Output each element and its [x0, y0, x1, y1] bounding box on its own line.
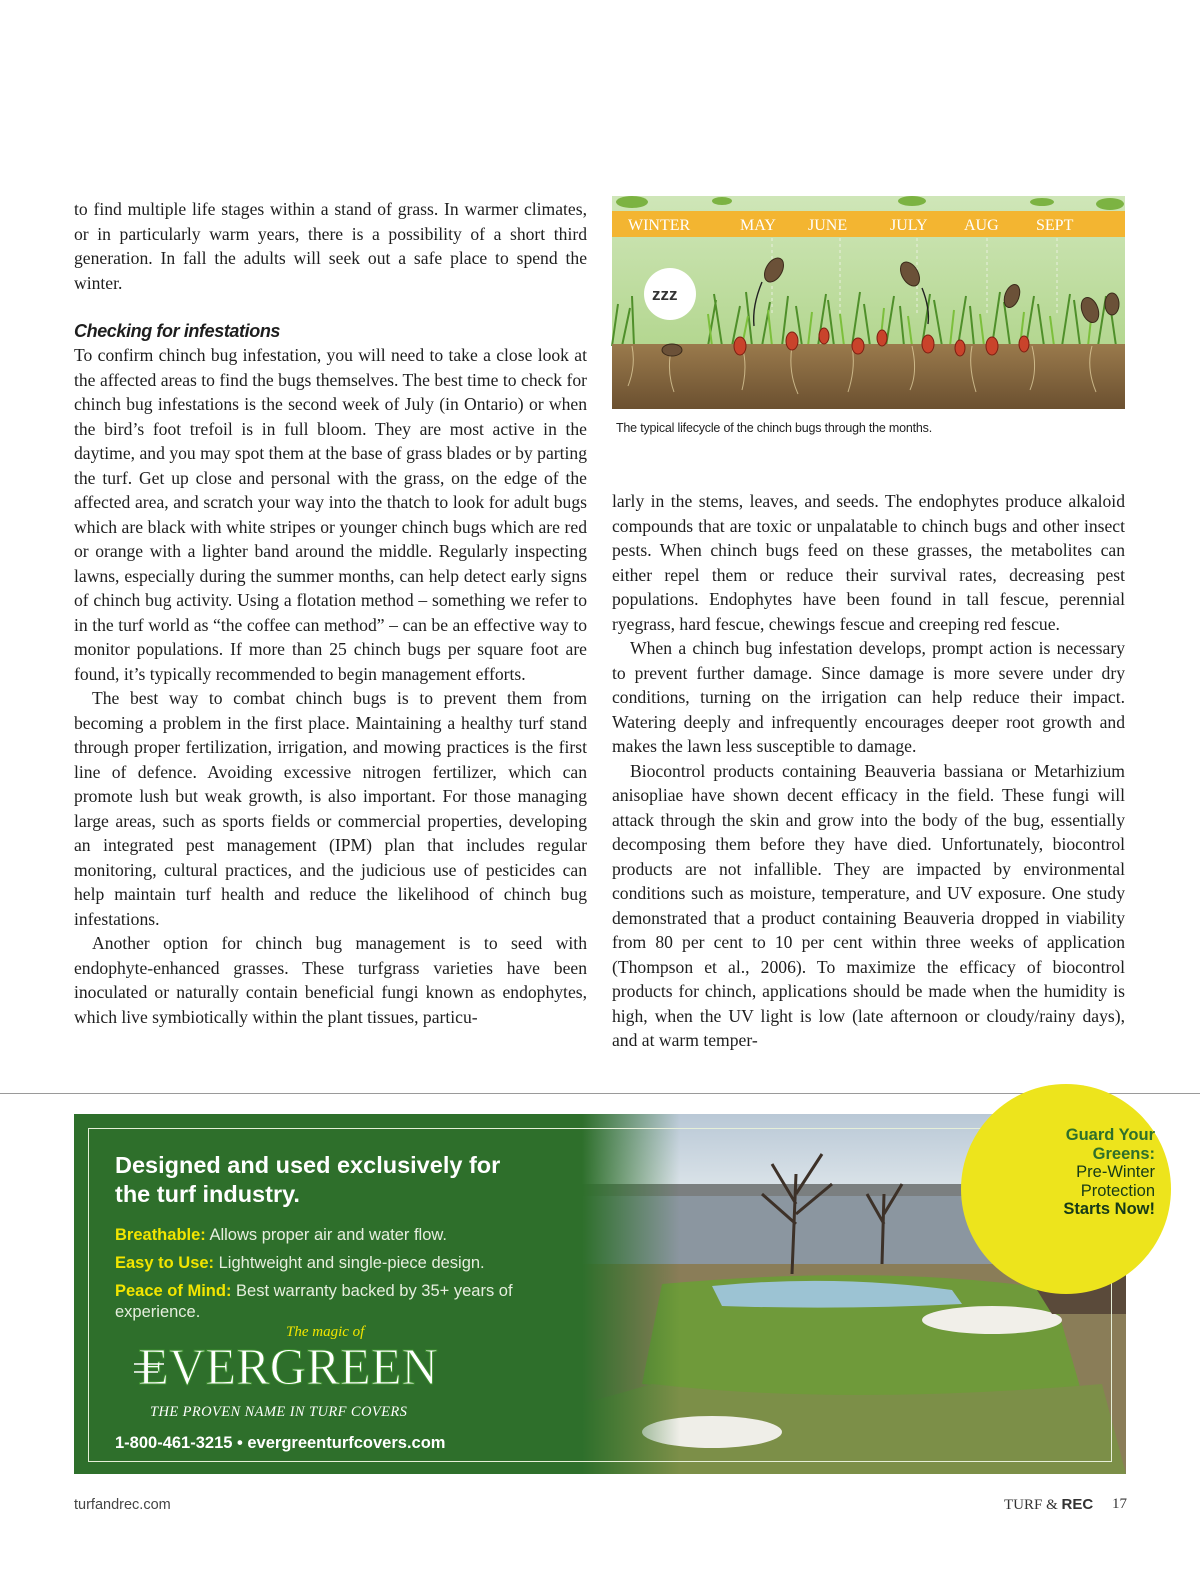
- ad-feature-easy-to-use: [115, 1253, 565, 1274]
- paragraph: Biocontrol products containing Beauveria bassiana or Metarhizium anisopliae have shown decent efficacy in the field. These fungi will attack through the skin and grow into the body of the bug, essentially decomposing them before they have died. Unfortunately, biocontrol products are not infallible. They are impacted by environmental conditions such as moisture, temperature, and UV exposure. One study demonstrated that a product containing Beauveria dropped in viability from 80 per cent to 10 per cent within three weeks of application (Thompson et al., 2006). To maximize the efficacy of biocontrol products for chinch, applications should be made when the humidity is high, when the UV light is low (late afternoon or cloudy/rainy days), and at warm temper-: [612, 760, 1125, 1050]
- month-label: MAY: [740, 217, 776, 234]
- lifecycle-figure: [612, 196, 1125, 409]
- evergreen-advertisement[interactable]: [74, 1114, 1155, 1474]
- ad-headline: Designed and used exclusively for the turf industry.: [115, 1152, 501, 1207]
- badge-line: Guard Your: [1065, 1126, 1155, 1144]
- magazine-bold: REC: [1061, 1496, 1094, 1513]
- ad-feature-breathable: [115, 1225, 565, 1246]
- section-subheading: Checking for infestations: [74, 321, 281, 341]
- feature-text: Allows proper air and water flow.: [205, 1226, 447, 1244]
- footer-magazine-name: [1004, 1496, 1093, 1514]
- feature-label: Breathable:: [115, 1226, 206, 1244]
- sleep-text: zzz: [652, 285, 678, 304]
- paragraph: Another option for chinch bug management is to seed with endophyte-enhanced grasses. These turfgrass varieties have been inoculated or naturally contain beneficial fungi known as endophytes, which live symbiotically within the plant tissues, particu-: [74, 933, 587, 1027]
- month-label: WINTER: [628, 217, 691, 234]
- paragraph: to find multiple life stages within a stand of grass. In warmer climates, or in particularly warm years, there is a possibility of a short third generation. In fall the adults will seek out a safe place to spend the winter.: [74, 199, 587, 293]
- month-label: AUG: [964, 217, 999, 234]
- lifecycle-illustration: [612, 196, 1125, 409]
- month-label: JUNE: [808, 217, 848, 234]
- month-label: SEPT: [1036, 217, 1074, 234]
- soil: [612, 344, 1125, 409]
- paragraph: When a chinch bug infestation develops, prompt action is necessary to prevent further damage. Since damage is more severe under dry conditions, turning on the irrigation can help reduce their impact. Watering deeply and infrequently encourages deeper root growth and makes the lawn less susceptible to damage.: [612, 638, 1125, 756]
- badge-line: Protection: [1080, 1181, 1155, 1200]
- article-right-column: [612, 489, 1125, 1053]
- paragraph: To confirm chinch bug infestation, you will need to take a close look at the affected areas to find the bugs themselves. The best time to check for chinch bug infestations is the second week of July (in Ontario) or when the bird’s foot trefoil is in full bloom. They are most active in the daytime, and you may spot them at the base of grass blades or by parting the turf. Get up close and personal with the grass, on the edge of the affected area, and scratch your way into the thatch to look for adult bugs which are black with white stripes or younger chinch bugs which are red or orange with a lighter band around the middle. Regularly inspecting lawns, especially during the summer months, can help detect early signs of chinch bug activity. Using a flotation method – something we refer to in the turf world as “the coffee can method” – can be an effective way to monitor populations. If more than 25 chinch bugs per square foot are found, it’s typically recommended to begin management efforts.: [74, 345, 587, 684]
- feature-text: Best warranty backed by 35+ years of experience.: [115, 1282, 513, 1321]
- promo-badge: [961, 1084, 1171, 1294]
- badge-line: Greens:: [1092, 1144, 1155, 1163]
- logo-word: EVERGREEN: [138, 1339, 438, 1396]
- paragraph: The best way to combat chinch bugs is to prevent them from becoming a problem in the first place. Maintaining a healthy turf stand through proper fertilization, irrigation, and mowing practices is the first line of defence. Avoiding excessive nitrogen fertilizer, which can promote lush but weak growth, is also important. For those managing large areas, such as sports fields or commercial properties, developing an integrated pest management (IPM) plan that includes regular monitoring, cultural practices, and the judicious use of pesticides can help maintain turf health and reduce the likelihood of chinch bug infestations.: [74, 688, 587, 929]
- badge-line: Starts Now!: [1063, 1200, 1155, 1218]
- ad-contact-link[interactable]: 1-800-461-3215 • evergreenturfcovers.com: [115, 1434, 446, 1452]
- article-left-column: [74, 197, 587, 1029]
- figure-caption: The typical lifecycle of the chinch bugs through the months.: [616, 421, 932, 435]
- month-label: JULY: [890, 217, 928, 234]
- feature-label: Easy to Use:: [115, 1254, 215, 1272]
- magazine-prefix: TURF &: [1004, 1497, 1062, 1513]
- page-number: 17: [1112, 1496, 1127, 1512]
- promo-badge-text: [1063, 1096, 1155, 1219]
- feature-label: Peace of Mind:: [115, 1282, 232, 1300]
- paragraph: larly in the stems, leaves, and seeds. The endophytes produce alkaloid compounds that are toxic or unpalatable to chinch bugs and other insect pests. When chinch bugs feed on these grasses, the metabolites can either repel them or reduce their survival rates, decreasing pest populations. Endophytes have been found in tall fescue, perennial ryegrass, hard fescue, chewings fescue and creeping red fescue.: [612, 491, 1125, 634]
- logo-script: The magic of: [286, 1324, 365, 1340]
- evergreen-logo: [134, 1314, 454, 1410]
- feature-text: Lightweight and single-piece design.: [214, 1254, 485, 1272]
- footer-website[interactable]: turfandrec.com: [74, 1497, 171, 1513]
- badge-line: Pre-Winter: [1076, 1163, 1155, 1181]
- ad-tagline: THE PROVEN NAME IN TURF COVERS: [150, 1404, 408, 1420]
